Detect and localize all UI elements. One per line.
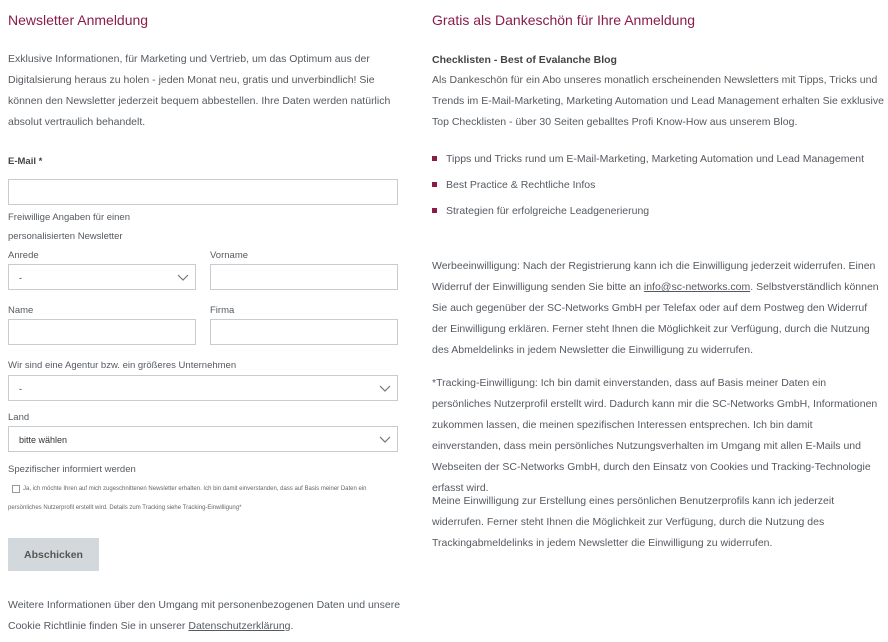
anrede-label: Anrede [8, 250, 39, 261]
email-contact-link[interactable]: info@sc-networks.com [643, 281, 751, 293]
submit-button[interactable]: Abschicken [8, 538, 99, 571]
land-label: Land [8, 412, 30, 423]
privacy-footer-text: Weitere Informationen über den Umgang mit personenbezogenen Daten und unsere Cookie Richtlinie finden Sie in unserer [8, 599, 401, 632]
email-field[interactable] [8, 179, 398, 205]
list-item-text: Best Practice & Rechtliche Infos [446, 179, 596, 191]
list-item-text: Tipps und Tricks rund um E-Mail-Marketing, Marketing Automation und Lead Management [446, 153, 865, 165]
square-bullet-icon [432, 182, 437, 187]
optional-note-line1: Freiwillige Angaben für einen [8, 212, 130, 223]
spezifisch-label: Spezifischer informiert werden [8, 464, 136, 475]
name-field[interactable] [8, 319, 196, 345]
list-item-text: Strategien für erfolgreiche Leadgenerierung [446, 205, 650, 217]
list-item [432, 198, 884, 224]
consent-text-line1: Ja, ich möchte Ihren auf mich zugeschnittenen Newsletter erhalten. Ich bin damit einverstanden, dass auf Basis meiner Daten ein [23, 486, 367, 492]
list-item [432, 146, 884, 172]
square-bullet-icon [432, 208, 437, 213]
privacy-footer-end: . [290, 620, 294, 632]
profile-revocation-text: Meine Einwilligung zur Erstellung eines persönlichen Benutzerprofils kann ich jederzeit widerrufen. Ferner steht Ihnen die Möglichkeit zur Verfügung, durch die Nutzung des Trackingabmeldelinks in jedem Newsletter die Einwilligung zu widerrufen. [432, 495, 835, 549]
email-label: E-Mail * [8, 156, 43, 167]
optional-note [8, 208, 130, 246]
werbe-consent-text [432, 256, 884, 361]
form-title: Newsletter Anmeldung [8, 12, 149, 28]
bonus-title: Gratis als Dankeschön für Ihre Anmeldung [432, 12, 696, 28]
land-select[interactable] [8, 426, 398, 452]
optional-note-line2: personalisierten Newsletter [8, 231, 123, 242]
privacy-footer [8, 595, 403, 637]
bonus-intro: Als Dankeschön für ein Abo unseres monatlich erscheinenden Newsletters mit Tipps, Tricks und Trends im E-Mail-Marketing, Marketing Automation und Lead Management erhalten Sie exklusive Top Checklisten - über 30 Seiten geballtes Profi Know-How aus unserem Blog. [432, 74, 884, 128]
anrede-select[interactable] [8, 264, 196, 290]
land-value: bitte wählen [19, 435, 68, 445]
chevron-down-icon [177, 271, 189, 283]
square-bullet-icon [432, 156, 437, 161]
vorname-field[interactable] [210, 264, 398, 290]
bonus-subtitle: Checklisten - Best of Evalanche Blog [432, 54, 617, 66]
firma-field[interactable] [210, 319, 398, 345]
chevron-down-icon [379, 433, 391, 445]
consent-text [8, 480, 400, 518]
list-item [432, 172, 884, 198]
vorname-label: Vorname [210, 250, 249, 261]
bonus-list [432, 146, 884, 224]
name-label: Name [8, 305, 34, 316]
agentur-label: Wir sind eine Agentur bzw. ein größeres Unternehmen [8, 360, 237, 371]
tracking-consent-text: *Tracking-Einwilligung: Ich bin damit einverstanden, dass auf Basis meiner Daten ein persönliches Nutzerprofil erstellt wird. Dadurch kann mir die SC-Networks GmbH, Informationen zukommen lassen, die meinen spezifischen Interessen entsprechen. Ich bin damit einverstanden, dass mein persönliches Nutzungsverhalten im Umgang mit allen E-Mails und Webseiten der SC-Networks GmbH, durch den Einsatz von Cookies und Tracking-Technologie erfasst wird. [432, 377, 878, 494]
form-intro: Exklusive Informationen, für Marketing und Vertrieb, um das Optimum aus der Digitalsierung heraus zu holen - jeden Monat neu, gratis und unverbindlich! Sie können den Newsletter jederzeit bequem abbestellen. Ihre Daten werden natürlich absolut vertraulich behandelt. [8, 53, 391, 128]
agentur-value: - [19, 384, 22, 394]
werbe-text-post: . Selbstverständlich können Sie auch gegenüber der SC-Networks GmbH per Telefax oder auf dem Postweg den Widerruf der Einwilligung erklären. Ferner steht Ihnen die Möglichkeit zur Verfügung, durch die Nutzung des Abmeldelinks in jedem Newsletter die Einwilligung zu widerrufen. [432, 281, 879, 356]
chevron-down-icon [379, 382, 391, 394]
agentur-select[interactable] [8, 375, 398, 401]
werbe-text-pre: Werbeeinwilligung: Nach der Registrierung kann ich die Einwilligung jederzeit widerrufen. Einen Widerruf der Einwilligung senden Sie bitte an [432, 260, 876, 293]
privacy-policy-link[interactable]: Datenschutzerklärung [188, 620, 291, 632]
firma-label: Firma [210, 305, 235, 316]
anrede-value: - [19, 273, 22, 283]
consent-text-line2: persönliches Nutzerprofil erstellt wird. Details zum Tracking siehe Tracking-Einwilligung* [8, 505, 242, 511]
